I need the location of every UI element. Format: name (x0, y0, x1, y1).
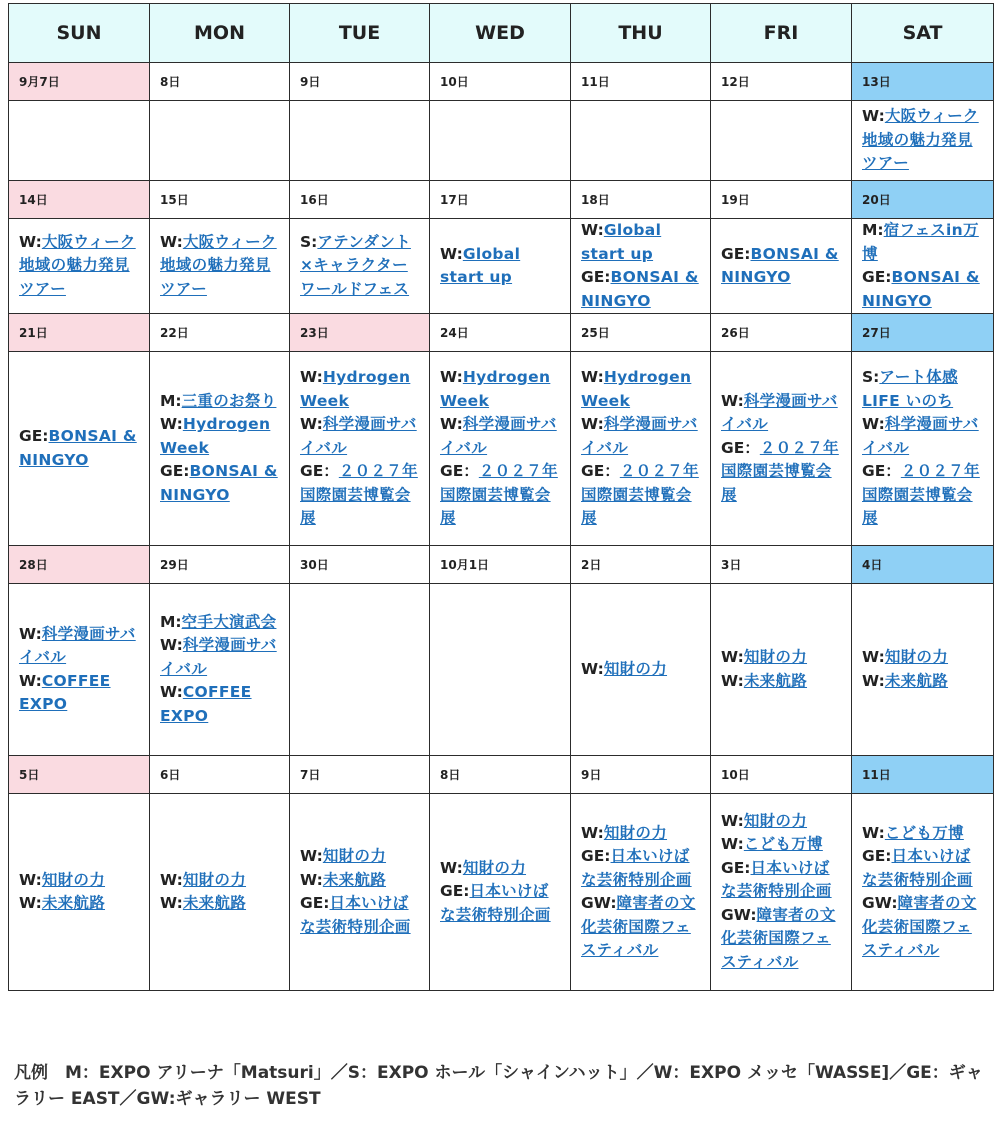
venue-code: W: (300, 368, 323, 387)
event-entry (19, 869, 139, 893)
event-entry (19, 623, 139, 670)
event-entry (160, 634, 279, 681)
weekday-header-fri: FRI (711, 4, 852, 63)
event-link[interactable]: 知財の力 (603, 823, 668, 842)
venue-code: W: (19, 624, 42, 643)
day-events-cell (852, 794, 994, 991)
event-entry (721, 646, 841, 670)
venue-code: W: (160, 683, 183, 702)
day-date-cell: 6日 (150, 756, 290, 794)
event-link[interactable]: Global start up (581, 221, 662, 263)
event-entry (300, 460, 419, 531)
event-link[interactable]: ２０２７年国際園芸博覧会展 (862, 462, 980, 528)
venue-code: GW: (581, 894, 617, 912)
day-date-cell: 20日 (852, 181, 994, 219)
venue-code: GE: (721, 244, 751, 263)
venue-code: W: (862, 107, 885, 126)
day-events-cell (290, 101, 430, 181)
event-link[interactable]: Hydrogen Week (440, 368, 551, 410)
event-entry (862, 670, 983, 694)
day-events-cell (711, 584, 852, 756)
venue-code: GE: (300, 894, 330, 912)
event-link[interactable]: アート体感LIFE いのち (862, 368, 958, 410)
event-link[interactable]: 未来航路 (41, 894, 106, 912)
day-date-cell: 7日 (290, 756, 430, 794)
event-entry (862, 460, 983, 531)
day-date-cell: 21日 (9, 314, 150, 352)
event-entry (862, 266, 983, 313)
day-events-cell (150, 101, 290, 181)
venue-code: W: (160, 894, 183, 912)
day-date-cell: 17日 (430, 181, 571, 219)
event-entry (862, 892, 983, 963)
venue-code: GE： (721, 438, 760, 457)
event-entry (581, 845, 700, 892)
day-date-cell: 30日 (290, 546, 430, 584)
event-link[interactable]: 科学漫画サバイバル (721, 391, 838, 434)
events-row (9, 219, 994, 314)
event-entry (19, 425, 139, 472)
venue-code: W: (862, 415, 885, 434)
venue-code: W: (721, 391, 744, 410)
day-date-cell: 4日 (852, 546, 994, 584)
event-entry (581, 266, 700, 313)
event-link[interactable]: 未来航路 (884, 671, 949, 690)
event-entry (721, 390, 841, 437)
event-link[interactable]: Hydrogen Week (581, 368, 692, 410)
weekday-header-wed: WED (430, 4, 571, 63)
event-link[interactable]: BONSAI & NINGYO (862, 268, 980, 310)
event-link[interactable]: 未来航路 (743, 671, 808, 690)
day-events-cell (9, 352, 150, 546)
event-link[interactable]: 空手大演武会 (181, 612, 277, 631)
event-entry (581, 366, 700, 413)
day-date-cell: 25日 (571, 314, 711, 352)
day-events-cell (290, 352, 430, 546)
venue-code: W: (581, 221, 604, 239)
event-entry (721, 810, 841, 834)
event-entry (581, 658, 700, 682)
event-link[interactable]: 知財の力 (743, 648, 808, 666)
venue-code: W: (862, 648, 885, 666)
day-events-cell (430, 219, 571, 314)
day-events-cell (290, 584, 430, 756)
day-date-cell: 27日 (852, 314, 994, 352)
day-events-cell (852, 219, 994, 314)
venue-code: S: (300, 232, 318, 251)
event-entry (160, 231, 279, 302)
venue-code: GE： (862, 462, 901, 481)
weekday-header-mon: MON (150, 4, 290, 63)
day-date-cell: 18日 (571, 181, 711, 219)
day-date-cell: 11日 (571, 63, 711, 101)
event-link[interactable]: 科学漫画サバイバル (300, 415, 417, 457)
event-entry (300, 366, 419, 413)
event-entry (300, 869, 419, 893)
venue-code: M: (160, 391, 182, 410)
event-entry (721, 833, 841, 857)
venue-code: W: (581, 415, 604, 434)
event-entry (160, 892, 279, 916)
event-entry (721, 670, 841, 694)
event-entry (721, 437, 841, 508)
venue-code: GE: (862, 847, 892, 865)
day-events-cell (852, 352, 994, 546)
day-events-cell (430, 794, 571, 991)
weekday-header-thu: THU (571, 4, 711, 63)
event-link[interactable]: COFFEE EXPO (19, 671, 111, 713)
event-link[interactable]: Hydrogen Week (300, 368, 411, 410)
day-date-cell: 3日 (711, 546, 852, 584)
venue-code: W: (19, 870, 42, 889)
event-entry (160, 390, 279, 414)
event-link[interactable]: 日本いけばな芸術特別企画 (440, 882, 551, 924)
venue-code: W: (440, 368, 463, 387)
event-link[interactable]: 三重のお祭り (181, 391, 277, 410)
event-entry (581, 219, 700, 266)
event-link[interactable]: 科学漫画サバイバル (440, 415, 557, 457)
event-link[interactable]: 知財の力 (462, 858, 527, 877)
venue-code: GE： (300, 462, 339, 481)
day-events-cell (430, 352, 571, 546)
weekday-header-sun: SUN (9, 4, 150, 63)
day-date-cell: 29日 (150, 546, 290, 584)
event-entry (581, 892, 700, 963)
day-date-cell: 9日 (290, 63, 430, 101)
day-date-cell: 2日 (571, 546, 711, 584)
day-date-cell: 13日 (852, 63, 994, 101)
event-entry (300, 845, 419, 869)
day-events-cell (9, 219, 150, 314)
venue-code: W: (440, 858, 463, 877)
event-link[interactable]: Global start up (440, 244, 521, 286)
day-date-cell: 10月1日 (430, 546, 571, 584)
event-link[interactable]: 大阪ウィーク地域の魅力発見ツアー (160, 232, 277, 298)
day-date-cell: 23日 (290, 314, 430, 352)
venue-code: W: (862, 671, 885, 690)
day-date-cell: 28日 (9, 546, 150, 584)
event-link[interactable]: 障害者の文化芸術国際フェスティバル (581, 894, 696, 959)
event-entry (862, 366, 983, 413)
venue-code: W: (721, 648, 744, 666)
day-events-cell (430, 101, 571, 181)
event-entry (862, 105, 983, 176)
day-date-cell: 8日 (150, 63, 290, 101)
event-entry (440, 243, 560, 290)
event-entry (440, 460, 560, 531)
venue-code: W: (160, 870, 183, 889)
venue-code: GE: (581, 847, 611, 865)
day-events-cell (571, 584, 711, 756)
event-entry (440, 366, 560, 413)
venue-code: GE: (440, 882, 470, 901)
day-events-cell (711, 794, 852, 991)
day-events-cell (852, 101, 994, 181)
events-row (9, 584, 994, 756)
event-link[interactable]: 大阪ウィーク地域の魅力発見ツアー (862, 107, 979, 173)
day-events-cell (571, 352, 711, 546)
venue-code: W: (19, 671, 42, 690)
venue-code: W: (160, 415, 183, 434)
legend: 凡例 M：EXPO アリーナ「Matsuri」／S：EXPO ホール「シャインハット」／W：EXPO メッセ「WASSE]／GE：ギャラリー EAST／GW:ギャラリー WEST (14, 1063, 983, 1109)
venue-code: W: (721, 671, 744, 690)
venue-code: W: (581, 368, 604, 387)
event-link[interactable]: BONSAI & NINGYO (160, 462, 278, 504)
event-entry (300, 231, 419, 302)
event-link[interactable]: 障害者の文化芸術国際フェスティバル (862, 894, 977, 959)
event-entry (19, 670, 139, 717)
event-link[interactable]: こども万博 (743, 835, 823, 854)
day-date-cell: 24日 (430, 314, 571, 352)
event-entry (160, 681, 279, 728)
event-link[interactable]: こども万博 (884, 823, 964, 842)
venue-code: GW: (721, 905, 757, 924)
events-row (9, 101, 994, 181)
day-events-cell (711, 219, 852, 314)
event-entry (581, 822, 700, 846)
event-entry (721, 904, 841, 975)
day-events-cell (9, 584, 150, 756)
event-entry (862, 219, 983, 266)
event-entry (160, 460, 279, 507)
venue-code: GE: (862, 268, 892, 286)
day-date-cell: 8日 (430, 756, 571, 794)
event-entry (862, 845, 983, 892)
date-row (9, 181, 994, 219)
event-link[interactable]: BONSAI & NINGYO (581, 268, 699, 310)
event-entry (581, 413, 700, 460)
venue-code: W: (160, 232, 183, 251)
venue-code: W: (862, 823, 885, 842)
day-date-cell: 26日 (711, 314, 852, 352)
day-date-cell: 12日 (711, 63, 852, 101)
venue-code: W: (300, 870, 323, 889)
day-events-cell (571, 101, 711, 181)
event-link[interactable]: BONSAI & NINGYO (721, 244, 839, 286)
event-entry (440, 880, 560, 927)
event-entry (19, 231, 139, 302)
day-date-cell: 11日 (852, 756, 994, 794)
event-link[interactable]: 知財の力 (322, 847, 387, 865)
venue-code: GE： (581, 462, 620, 481)
date-row (9, 756, 994, 794)
venue-code: W: (19, 894, 42, 912)
event-entry (160, 413, 279, 460)
event-link[interactable]: 日本いけばな芸術特別企画 (300, 894, 411, 936)
event-link[interactable]: 障害者の文化芸術国際フェスティバル (721, 905, 836, 971)
event-entry (862, 822, 983, 846)
venue-code: W: (440, 244, 463, 263)
day-events-cell (290, 219, 430, 314)
day-date-cell: 9月7日 (9, 63, 150, 101)
venue-code: GE: (721, 858, 751, 877)
event-link[interactable]: アテンダント×キャラクターワールドフェス (300, 232, 411, 298)
event-link[interactable]: 科学漫画サバイバル (160, 636, 277, 678)
venue-code: GE: (19, 427, 49, 445)
event-calendar (8, 3, 994, 991)
event-link[interactable]: Hydrogen Week (160, 415, 271, 457)
event-link[interactable]: 科学漫画サバイバル (862, 415, 979, 457)
venue-code: W: (721, 811, 744, 830)
venue-code: GE: (581, 268, 611, 286)
venue-code: W: (300, 847, 323, 865)
event-link[interactable]: 大阪ウィーク地域の魅力発見ツアー (19, 232, 136, 298)
event-link[interactable]: ２０２７年国際園芸博覧会展 (300, 462, 418, 528)
venue-code: GE: (160, 462, 190, 481)
day-events-cell (150, 794, 290, 991)
event-link[interactable]: 未来航路 (322, 870, 387, 889)
day-events-cell (711, 352, 852, 546)
day-events-cell (852, 584, 994, 756)
date-row (9, 63, 994, 101)
day-events-cell (150, 219, 290, 314)
day-date-cell: 14日 (9, 181, 150, 219)
venue-code: W: (581, 659, 604, 678)
calendar-body (9, 63, 994, 991)
day-date-cell: 16日 (290, 181, 430, 219)
event-entry (300, 892, 419, 939)
event-entry (862, 646, 983, 670)
event-entry (581, 460, 700, 531)
date-row (9, 314, 994, 352)
day-date-cell: 15日 (150, 181, 290, 219)
day-events-cell (290, 794, 430, 991)
event-entry (721, 243, 841, 290)
event-link[interactable]: COFFEE EXPO (160, 683, 252, 725)
day-date-cell: 9日 (571, 756, 711, 794)
day-date-cell: 10日 (430, 63, 571, 101)
event-link[interactable]: ２０２７年国際園芸博覧会展 (440, 462, 558, 528)
event-link[interactable]: 宿フェスin万博 (862, 221, 979, 263)
venue-code: W: (721, 835, 744, 854)
day-events-cell (430, 584, 571, 756)
event-entry (160, 611, 279, 635)
venue-code: W: (300, 415, 323, 434)
event-link[interactable]: 知財の力 (743, 811, 808, 830)
event-link[interactable]: 知財の力 (884, 648, 949, 666)
event-link[interactable]: 科学漫画サバイバル (19, 624, 136, 666)
event-link[interactable]: BONSAI & NINGYO (19, 427, 137, 469)
day-date-cell: 10日 (711, 756, 852, 794)
venue-code: M: (862, 221, 884, 239)
event-link[interactable]: 知財の力 (182, 870, 247, 889)
event-link[interactable]: 日本いけばな芸術特別企画 (721, 858, 832, 901)
weekday-header-tue: TUE (290, 4, 430, 63)
event-link[interactable]: ２０２７年国際園芸博覧会展 (581, 462, 699, 528)
event-entry (721, 857, 841, 904)
event-link[interactable]: 知財の力 (41, 870, 106, 889)
day-events-cell (150, 584, 290, 756)
events-row (9, 352, 994, 546)
event-entry (160, 869, 279, 893)
event-link[interactable]: 科学漫画サバイバル (581, 415, 698, 457)
day-events-cell (9, 101, 150, 181)
venue-code: GW: (862, 894, 898, 912)
day-events-cell (571, 794, 711, 991)
venue-code: W: (19, 232, 42, 251)
events-row (9, 794, 994, 991)
event-entry (300, 413, 419, 460)
event-link[interactable]: ２０２７年国際園芸博覧会展 (721, 438, 839, 504)
day-events-cell (711, 101, 852, 181)
venue-code: M: (160, 612, 182, 631)
venue-code: S: (862, 368, 880, 387)
day-date-cell: 19日 (711, 181, 852, 219)
weekday-header-sat: SAT (852, 4, 994, 63)
venue-code: GE： (440, 462, 479, 481)
venue-code: W: (581, 823, 604, 842)
day-events-cell (150, 352, 290, 546)
weekday-header-row (9, 4, 994, 63)
event-link[interactable]: 日本いけばな芸術特別企画 (581, 847, 692, 889)
event-link[interactable]: 未来航路 (182, 894, 247, 912)
day-events-cell (571, 219, 711, 314)
event-link[interactable]: 日本いけばな芸術特別企画 (862, 847, 973, 889)
event-entry (19, 892, 139, 916)
event-entry (440, 857, 560, 881)
event-entry (862, 413, 983, 460)
date-row (9, 546, 994, 584)
day-date-cell: 5日 (9, 756, 150, 794)
day-date-cell: 22日 (150, 314, 290, 352)
event-entry (440, 413, 560, 460)
day-events-cell (9, 794, 150, 991)
event-link[interactable]: 知財の力 (603, 659, 668, 678)
venue-code: W: (160, 636, 183, 655)
venue-code: W: (440, 415, 463, 434)
